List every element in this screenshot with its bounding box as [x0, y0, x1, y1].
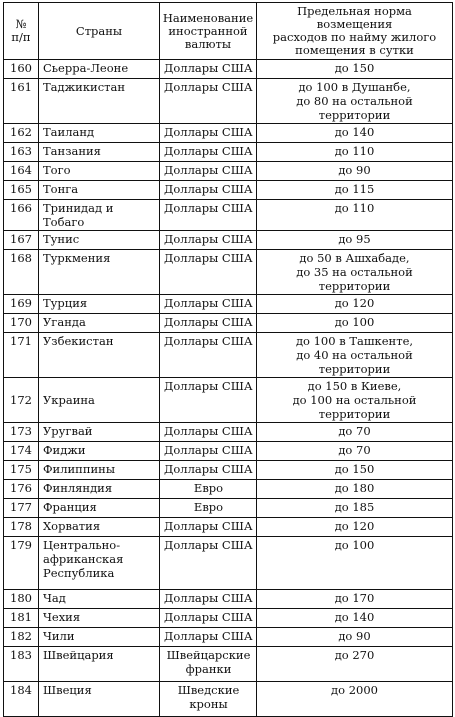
row-num: 166 [4, 200, 39, 231]
row-currency: Евро [160, 480, 257, 499]
row-currency: Доллары США [160, 333, 257, 378]
row-country: Тунис [39, 231, 160, 250]
row-country: Тринидад и Тобаго [39, 200, 160, 231]
table-row [4, 295, 453, 314]
row-norm: до 100 [257, 537, 453, 590]
row-country: Филиппины [39, 461, 160, 480]
row-currency: Доллары США [160, 79, 257, 124]
table-row [4, 231, 453, 250]
row-currency: Доллары США [160, 590, 257, 609]
row-norm: до 120 [257, 518, 453, 537]
row-num: 177 [4, 499, 39, 518]
row-country: Уганда [39, 314, 160, 333]
table-row [4, 143, 453, 162]
row-country: Таиланд [39, 124, 160, 143]
row-num: 176 [4, 480, 39, 499]
row-norm: до 100 в Ташкенте, до 40 на остальной территории [257, 333, 453, 378]
table-row [4, 423, 453, 442]
row-country: Таджикистан [39, 79, 160, 124]
table-body [4, 60, 453, 717]
table-row [4, 647, 453, 682]
header-currency: Наименование иностранной валюты [160, 3, 257, 60]
row-norm: до 100 в Душанбе, до 80 на остальной территории [257, 79, 453, 124]
row-norm: до 95 [257, 231, 453, 250]
row-num: 184 [4, 682, 39, 717]
row-num: 164 [4, 162, 39, 181]
header-num: № п/п [4, 3, 39, 60]
row-num: 182 [4, 628, 39, 647]
row-norm: до 140 [257, 609, 453, 628]
row-num: 170 [4, 314, 39, 333]
row-country: Турция [39, 295, 160, 314]
row-num: 173 [4, 423, 39, 442]
table-row [4, 250, 453, 295]
row-currency: Швейцарские франки [160, 647, 257, 682]
row-num: 181 [4, 609, 39, 628]
row-num: 162 [4, 124, 39, 143]
row-country: Чад [39, 590, 160, 609]
row-num: 171 [4, 333, 39, 378]
row-num: 180 [4, 590, 39, 609]
row-num: 179 [4, 537, 39, 590]
row-currency: Доллары США [160, 60, 257, 79]
row-num: 163 [4, 143, 39, 162]
row-country: Узбекистан [39, 333, 160, 378]
row-currency: Доллары США [160, 423, 257, 442]
accommodation-norms-table [3, 2, 453, 717]
row-currency: Доллары США [160, 143, 257, 162]
row-currency: Доллары США [160, 231, 257, 250]
row-country: Уругвай [39, 423, 160, 442]
row-norm: до 90 [257, 628, 453, 647]
row-norm: до 150 в Киеве, до 100 на остальной территории [257, 378, 453, 423]
table-row [4, 314, 453, 333]
row-num: 178 [4, 518, 39, 537]
row-currency: Доллары США [160, 200, 257, 231]
row-norm: до 70 [257, 442, 453, 461]
row-currency: Доллары США [160, 181, 257, 200]
row-num: 183 [4, 647, 39, 682]
row-currency: Доллары США [160, 609, 257, 628]
row-norm: до 150 [257, 461, 453, 480]
row-country: Франция [39, 499, 160, 518]
table-row [4, 682, 453, 717]
table-row [4, 628, 453, 647]
row-country: Сьерра-Леоне [39, 60, 160, 79]
row-country: Хорватия [39, 518, 160, 537]
row-norm: до 2000 [257, 682, 453, 717]
table-header-row [4, 3, 453, 60]
row-norm: до 185 [257, 499, 453, 518]
table-row [4, 461, 453, 480]
row-country: Швейцария [39, 647, 160, 682]
table-row [4, 609, 453, 628]
row-norm: до 120 [257, 295, 453, 314]
header-country: Страны [39, 3, 160, 60]
row-norm: до 70 [257, 423, 453, 442]
row-norm: до 110 [257, 200, 453, 231]
row-num: 169 [4, 295, 39, 314]
row-norm: до 180 [257, 480, 453, 499]
row-norm: до 110 [257, 143, 453, 162]
row-num: 168 [4, 250, 39, 295]
row-norm: до 150 [257, 60, 453, 79]
row-norm: до 50 в Ашхабаде, до 35 на остальной территории [257, 250, 453, 295]
row-num: 175 [4, 461, 39, 480]
table-row [4, 60, 453, 79]
row-norm: до 115 [257, 181, 453, 200]
row-num: 167 [4, 231, 39, 250]
row-country: Фиджи [39, 442, 160, 461]
row-currency: Доллары США [160, 162, 257, 181]
table-row [4, 79, 453, 124]
table-row [4, 518, 453, 537]
row-norm: до 140 [257, 124, 453, 143]
row-country: Туркмения [39, 250, 160, 295]
table-row [4, 124, 453, 143]
header-norm: Предельная норма возмещения расходов по найму жилого помещения в сутки [257, 3, 453, 60]
row-country: Швеция [39, 682, 160, 717]
row-currency: Доллары США [160, 295, 257, 314]
row-currency: Доллары США [160, 124, 257, 143]
table-row [4, 378, 453, 423]
table-row [4, 181, 453, 200]
row-currency: Доллары США [160, 378, 257, 423]
row-currency: Доллары США [160, 250, 257, 295]
table-row [4, 590, 453, 609]
table-row [4, 480, 453, 499]
row-currency: Евро [160, 499, 257, 518]
row-currency: Доллары США [160, 314, 257, 333]
row-num: 160 [4, 60, 39, 79]
row-country: Чехия [39, 609, 160, 628]
table-row [4, 162, 453, 181]
row-currency: Доллары США [160, 461, 257, 480]
row-country: Центрально- африканская Республика [39, 537, 160, 590]
table-row [4, 537, 453, 590]
table-row [4, 333, 453, 378]
row-currency: Доллары США [160, 442, 257, 461]
row-num: 172 [4, 378, 39, 423]
row-country: Танзания [39, 143, 160, 162]
row-currency: Шведские кроны [160, 682, 257, 717]
row-country: Тонга [39, 181, 160, 200]
row-country: Украина [39, 378, 160, 423]
row-norm: до 100 [257, 314, 453, 333]
row-currency: Доллары США [160, 518, 257, 537]
table-row [4, 200, 453, 231]
row-num: 165 [4, 181, 39, 200]
row-num: 161 [4, 79, 39, 124]
row-country: Финляндия [39, 480, 160, 499]
row-currency: Доллары США [160, 537, 257, 590]
row-norm: до 170 [257, 590, 453, 609]
row-currency: Доллары США [160, 628, 257, 647]
row-norm: до 270 [257, 647, 453, 682]
row-num: 174 [4, 442, 39, 461]
row-norm: до 90 [257, 162, 453, 181]
row-country: Того [39, 162, 160, 181]
table-row [4, 442, 453, 461]
table-row [4, 499, 453, 518]
row-country: Чили [39, 628, 160, 647]
